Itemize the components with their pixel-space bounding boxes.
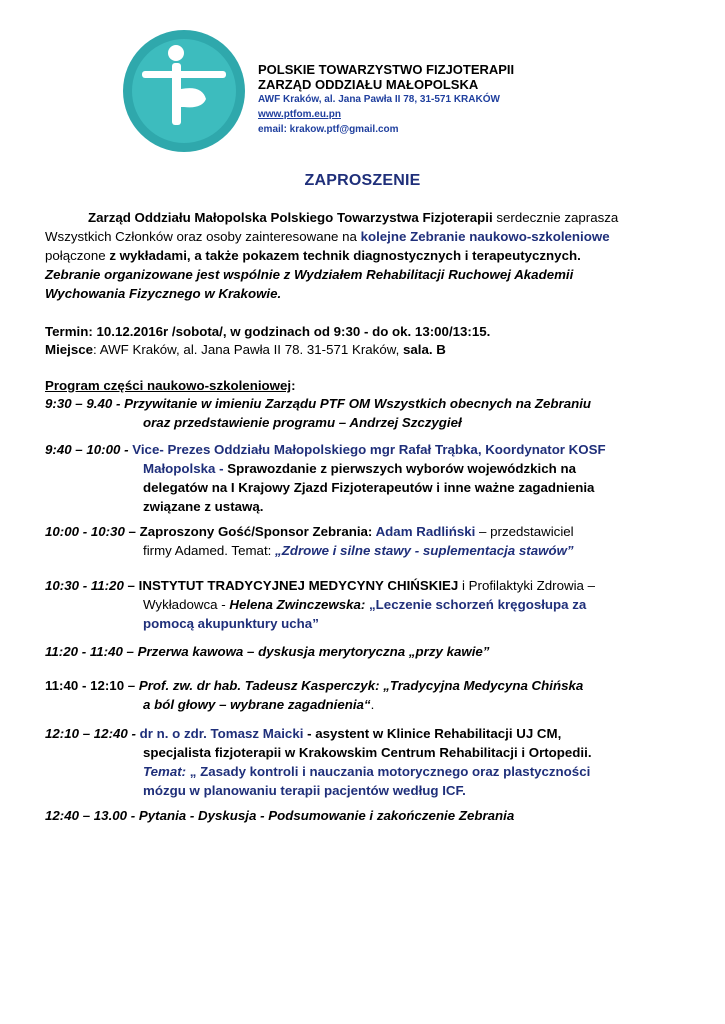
meeting-date: Termin: 10.12.2016r /sobota/, w godzinach od 9:30 - do ok. 13:00/13:15.	[45, 324, 491, 339]
intro-text: Wszystkich Członków oraz osoby zainteresowane na	[45, 229, 361, 244]
intro-bold: z wykładami, a także pokazem technik diagnostycznych i terapeutycznych.	[109, 248, 581, 263]
program-item: 9:40 – 10:00 - Vice- Prezes Oddziału Małopolskiego mgr Rafał Trąbka, Koordynator KOSF Małopolska - Sprawozdanie z pierwszych wyborów wojewódzkich na delegatów na I Krajowy Zjazd Fizjoterapeutów i inne ważne zagadnienia związane z ustawą.	[45, 442, 606, 514]
program-item: 9:30 – 9.40 - Przywitanie w imieniu Zarządu PTF OM Wszystkich obecnych na Zebraniu oraz przedstawienie programu – Andrzej Szczygieł	[45, 396, 592, 430]
meeting-place: Miejsce: AWF Kraków, al. Jana Pawła II 78. 31-571 Kraków, sala. B	[45, 342, 446, 357]
intro-highlight: kolejne Zebranie naukowo-szkoleniowe	[360, 229, 610, 244]
intro-italic: Zebranie organizowane jest wspólnie z Wydziałem Rehabilitacji Ruchowej Akademii	[45, 267, 574, 282]
program-item: 10:30 - 11:20 – INSTYTUT TRADYCYJNEJ MEDYCYNY CHIŃSKIEJ i Profilaktyki Zdrowia – Wykładowca - Helena Zwinczewska: „Leczenie schorzeń kręgosłupa za pomocą akupunktury ucha”	[45, 578, 596, 631]
intro-italic: Wychowania Fizycznego w Krakowie.	[45, 286, 282, 301]
program-item: 10:00 - 10:30 – Zaproszony Gość/Sponsor Zebrania: Adam Radliński – przedstawiciel firmy Adamed. Temat: „Zdrowe i silne stawy - suplementacja stawów”	[45, 524, 574, 558]
org-branch: ZARZĄD ODDZIAŁU MAŁOPOLSKA	[258, 77, 479, 92]
website-link[interactable]: www.ptfom.eu.pn	[258, 109, 341, 120]
program-item: 12:40 – 13.00 - Pytania - Dyskusja - Podsumowanie i zakończenie Zebrania	[45, 808, 515, 823]
intro-text: połączone	[45, 248, 110, 263]
ptf-logo	[122, 29, 246, 153]
intro-paragraph	[45, 208, 685, 303]
org-address: AWF Kraków, al. Jana Pawła II 78, 31-571 KRAKÓW	[258, 94, 500, 105]
organization-header	[258, 62, 514, 137]
program-heading: Program części naukowo-szkoleniowej:	[45, 378, 296, 393]
email-link[interactable]: email: krakow.ptf@gmail.com	[258, 124, 399, 135]
intro-text: serdecznie zaprasza	[492, 210, 619, 225]
page-title: ZAPROSZENIE	[304, 172, 421, 189]
org-name: POLSKIE TOWARZYSTWO FIZJOTERAPII	[258, 62, 515, 77]
intro-bold: Zarząd Oddziału Małopolska Polskiego Towarzystwa Fizjoterapii	[88, 210, 493, 225]
program-item: 12:10 – 12:40 - dr n. o zdr. Tomasz Maicki - asystent w Klinice Rehabilitacji UJ CM, specjalista fizjoterapii w Krakowskim Centrum Rehabilitacji i Ortopedii. Temat: „ Zasady kontroli i nauczania motorycznego oraz plastyczności mózgu w planowaniu terapii pacjentów według ICF.	[45, 726, 592, 798]
program-item: 11:40 - 12:10 – Prof. zw. dr hab. Tadeusz Kasperczyk: „Tradycyjna Medycyna Chińska a ból głowy – wybrane zagadnienia“.	[45, 678, 584, 712]
program-item: 11:20 - 11:40 – Przerwa kawowa – dyskusja merytoryczna „przy kawie”	[45, 644, 490, 659]
